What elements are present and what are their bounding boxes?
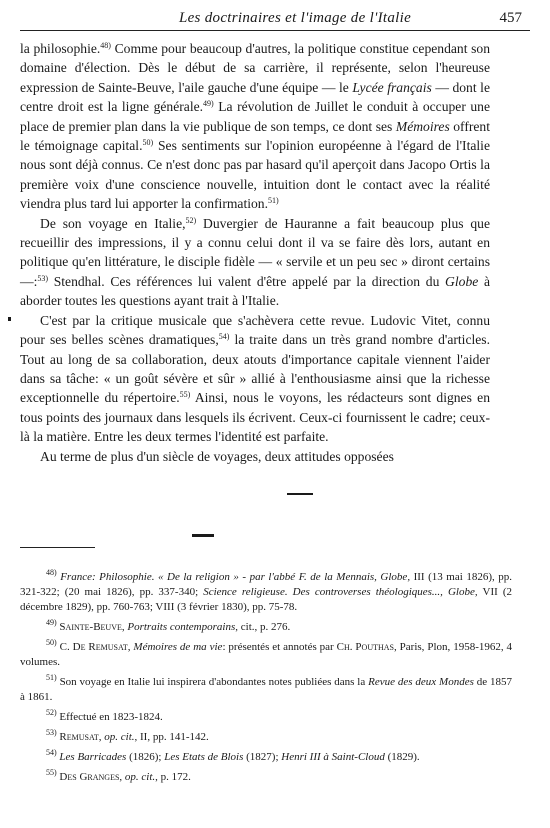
footnote-ref: 50)	[142, 138, 154, 148]
text-run: ,	[127, 641, 134, 653]
italic-text: Globe	[445, 273, 479, 289]
italic-text: Les Barricades	[59, 751, 127, 763]
italic-text: Les Etats de Blois	[164, 751, 244, 763]
text-run: ,	[121, 621, 128, 633]
text-run: la philosophie.	[20, 41, 101, 56]
header-rule	[20, 30, 530, 31]
text-run: ,	[98, 731, 105, 743]
text-run: De son voyage en Italie,	[40, 215, 186, 231]
footnote	[20, 710, 512, 725]
text-run: C'est par la critique musicale que s'achèvera cette revue. Ludovic Vitet, connu pour ses belles scènes dramatiques,	[20, 312, 490, 348]
paragraph	[20, 447, 490, 466]
italic-text: Henri III à Saint-Cloud	[281, 751, 385, 763]
text-run: Stendhal. Ces références lui valent d'être appelé par la direction du	[48, 273, 446, 289]
footnotes	[20, 570, 512, 790]
footnote-separator	[20, 547, 95, 548]
text-run: C.	[59, 641, 73, 653]
text-run: VII (2 décembre 1829), pp. 760-763; VIII (3 février 1830), pp. 75-78.	[20, 586, 513, 613]
author-name: Des Granges	[59, 771, 120, 783]
italic-text: Revue des deux Mondes	[368, 676, 474, 688]
footnote	[20, 620, 512, 635]
italic-text: France: Philosophie. « De la religion » - par l'abbé F. de la Mennais, Globe,	[60, 571, 411, 583]
text-run: , p. 172.	[155, 771, 191, 783]
footnote-ref: 55)	[179, 390, 191, 400]
text-run: Son voyage en Italie lui inspirera d'abondantes notes publiées dans la	[59, 676, 369, 688]
italic-text: Science religieuse. Des controverses théologiques..., Globe,	[203, 586, 478, 598]
footnote	[20, 750, 512, 765]
text-run: , Paris, Plon, 1958-1962, 4 volumes.	[20, 641, 513, 668]
text-run: ,	[119, 771, 125, 783]
text-run: , cit., p. 276.	[235, 621, 291, 633]
text-run: III (13 mai 1826), pp. 321-322; (20 mai 1826), pp. 337-340;	[20, 571, 513, 598]
footnote-number: 55)	[46, 768, 57, 777]
text-run: (1829).	[384, 751, 420, 763]
scan-speck	[8, 317, 11, 321]
italic-text: Lycée français	[352, 79, 432, 95]
author-name: Ch. Pouthas	[336, 641, 394, 653]
text-run: Duvergier de Hauranne a fait beaucoup plus que recueillir des impressions, il y a connu celui dont il va se faire dès lors, autant en politique qu'en littérature, le disciple fidèle — « servile et un peu sec » diront certains —:	[20, 215, 490, 289]
text-run: , II, pp. 141-142.	[134, 731, 209, 743]
footnote-number: 53)	[46, 728, 57, 737]
footnote-ref: 49)	[203, 99, 214, 109]
italic-text: op. cit.	[124, 771, 156, 783]
running-header	[20, 10, 530, 32]
footnote-number: 54)	[46, 748, 57, 757]
footnote	[20, 640, 512, 670]
footnote	[20, 770, 512, 785]
footnote-number: 51)	[46, 673, 57, 682]
footnote-number: 49)	[46, 618, 57, 627]
text-run: de 1857 à 1861.	[20, 676, 513, 703]
footnote-ref: 48)	[100, 41, 111, 50]
scan-smudge	[287, 493, 313, 495]
text-run: la traite dans un très grand nombre d'articles. Tout au long de sa collaboration, deux atouts d'importance capitale viennent l'aider dans sa tâche: « un goût sévère et sûr » allié à l'enthousiasme ainsi que la richesse exceptionnelle du répertoire.	[20, 332, 490, 406]
footnote	[20, 730, 512, 745]
footnote-number: 48)	[46, 568, 57, 577]
scan-smudge	[192, 534, 214, 537]
author-name: Sainte-Beuve	[59, 621, 122, 633]
paragraph	[20, 39, 490, 214]
main-text	[20, 39, 490, 466]
footnote-ref: 52)	[185, 215, 197, 225]
page-number: 457	[499, 10, 522, 26]
footnote	[20, 570, 512, 615]
text-run: Au terme de plus d'un siècle de voyages, deux attitudes opposées	[40, 448, 394, 464]
italic-text: Mémoires de ma vie	[133, 641, 223, 653]
text-run: Effectué en 1823-1824.	[59, 711, 163, 723]
footnote-number: 52)	[46, 708, 57, 717]
footnote-ref: 53)	[37, 273, 49, 283]
text-run: (1827);	[243, 751, 282, 763]
footnote-number: 50)	[46, 638, 57, 647]
text-run: Ses sentiments sur l'opinion européenne à l'égard de l'Italie nous sont déjà connus. Ce n'est donc pas par hasard qu'il aperçoit dans Jacopo Ortis la première voix d'une conscience nouvelle, intuition dont le contact avec la réalité viendra plus tard lui apporter la confirmation.	[20, 138, 490, 212]
paragraph	[20, 311, 490, 447]
text-run: La révolution de Juillet le conduit à occuper une place de premier plan dans la vie publique de son temps, ce dont ses	[20, 99, 491, 134]
text-run: (1826);	[126, 751, 165, 763]
text-run: — dont le centre droit est la ligne générale.	[20, 79, 490, 115]
italic-text: Portraits contemporains	[127, 621, 236, 633]
paragraph	[20, 214, 490, 311]
footnote-ref: 54)	[218, 332, 230, 342]
text-run: à aborder toutes les questions ayant trait à l'Italie.	[20, 273, 490, 309]
italic-text: Mémoires	[395, 118, 450, 134]
running-title: Les doctrinaires et l'image de l'Italie	[178, 10, 412, 26]
text-run: Ainsi, nous le voyons, les rédacteurs sont dignes en tous points des journaux dans lesquels ils écrivent. Ceux-ci fournissent le cadre; ceux-là la matière. Entre les deux termes l'identité est parfaite.	[20, 390, 490, 445]
author-name: De Remusat	[72, 641, 128, 653]
author-name: Remusat	[59, 731, 99, 743]
text-run: : présentés et annotés par	[222, 641, 337, 653]
footnote-ref: 51)	[268, 196, 279, 206]
footnote	[20, 675, 512, 705]
text-run: Comme pour beaucoup d'autres, la politique constitue cependant son domaine d'élection. Dès le début de sa carrière, il représente, selon l'heureuse expression de Sainte-Beuve, l'aile gauche d'une équipe — le	[20, 41, 490, 95]
italic-text: op. cit.	[104, 731, 135, 743]
text-run: offrent le témoignage capital.	[20, 118, 490, 154]
